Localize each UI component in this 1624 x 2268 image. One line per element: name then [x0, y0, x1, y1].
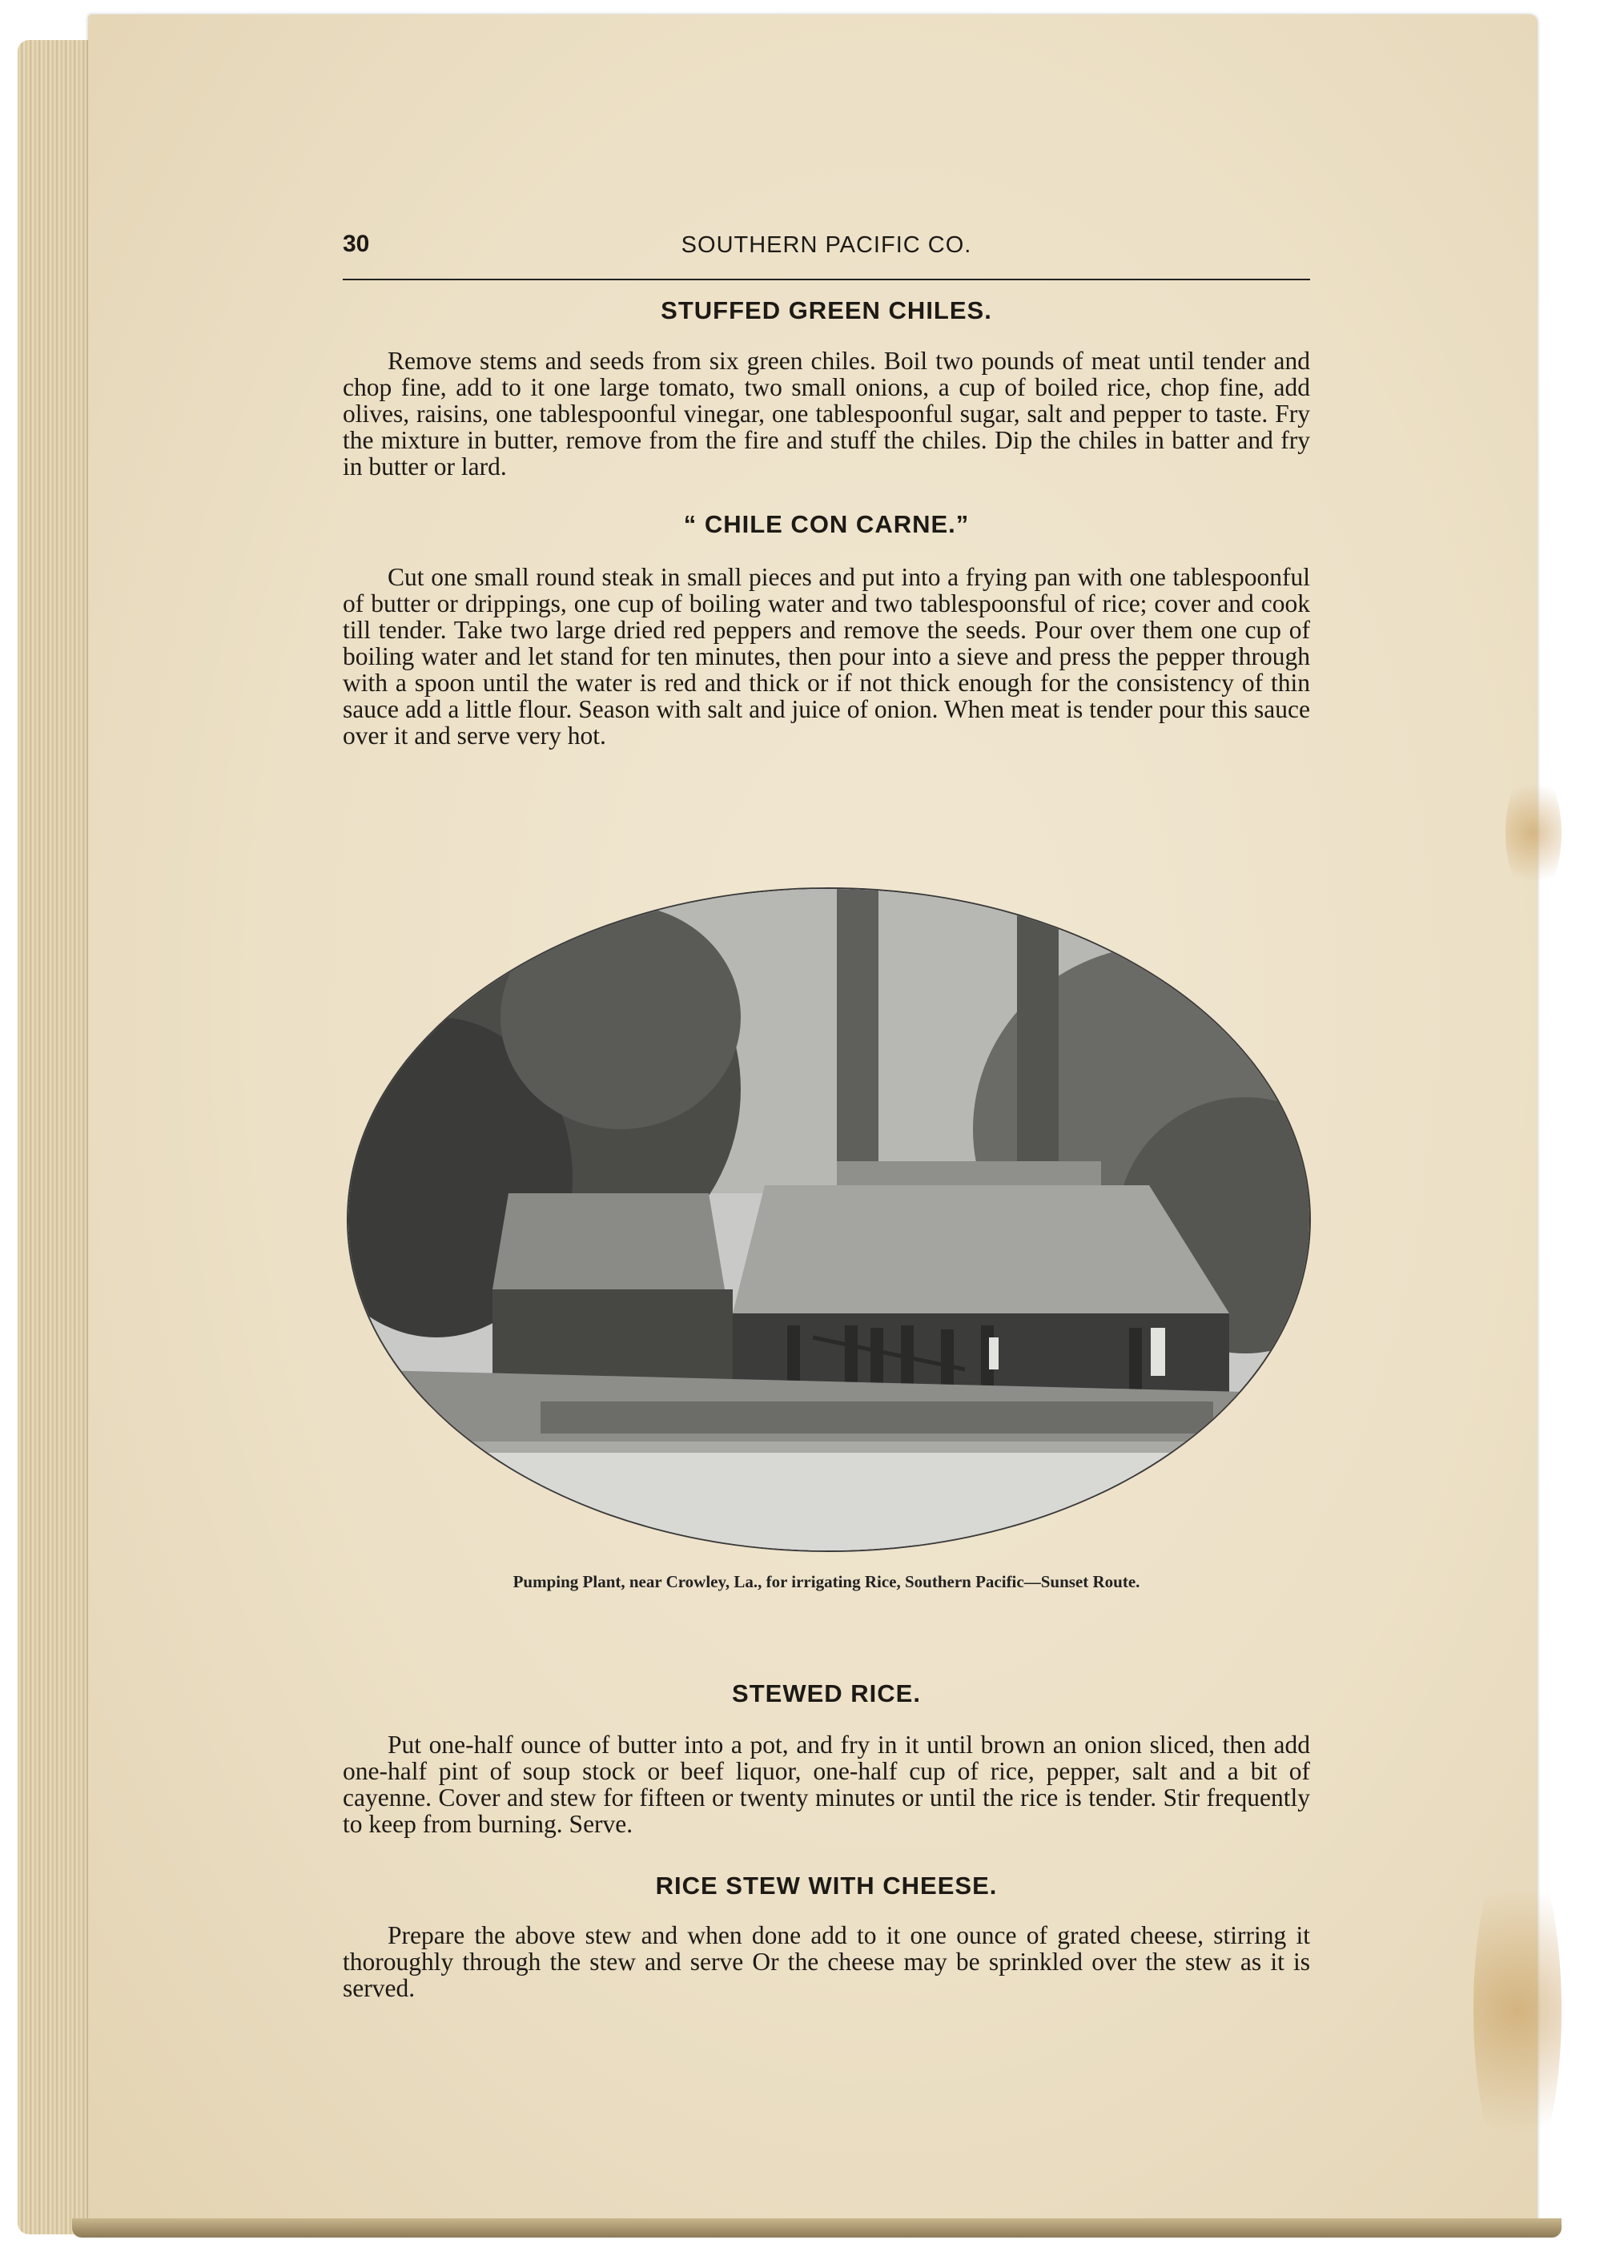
recipe-text: Prepare the above stew and when done add to it one ounce of grated cheese, stirring it thoroughly through the stew and serve Or the cheese may be sprinkled over the stew as it is served.: [343, 1921, 1310, 2002]
recipe-title: RICE STEW WITH CHEESE.: [655, 1872, 998, 1900]
recipe-text: Remove stems and seeds from six green chiles. Boil two pounds of meat until tender and chop fine, add to it one large tomato, two small onions, a cup of boiled rice, chop fine, add olives, raisins, one tablespoonful vinegar, one tablespoonful sugar, salt and pepper to taste. Fry the mixture in butter, remove from the fire and stuff the chiles. Dip the chiles in batter and fry in butter or lard.: [343, 347, 1310, 481]
water-stain: [1505, 769, 1562, 897]
page-number: 30: [343, 231, 370, 257]
recipe-text: Put one-half ounce of butter into a pot, and fry in it until brown an onion sliced, then add one-half pint of soup stock or beef liquor, one-half cup of rice, pepper, salt and a bit of cayenne. Cover and stew for fifteen or twenty minutes or until the rice is tender. Stir frequently to keep from burning. Serve.: [343, 1731, 1310, 1838]
recipe-title: STUFFED GREEN CHILES.: [661, 296, 992, 324]
running-head: SOUTHERN PACIFIC CO.: [681, 232, 972, 258]
recipe-title: “ CHILE CON CARNE.”: [683, 510, 970, 538]
page-header: [343, 231, 1310, 280]
recipe-title: STEWED RICE.: [732, 1679, 921, 1707]
book-bottom-edge: [72, 2218, 1562, 2238]
pumping-plant-photo: [347, 887, 1311, 1552]
water-stain: [1473, 1842, 1562, 2178]
recipe-text: Cut one small round steak in small pieces and put into a frying pan with one tablespoonful of butter or drippings, one cup of boiling water and two tablespoonsful of rice; cover and cook till tender. Take two large dried red peppers and remove the seeds. Pour over them one cup of boiling water and let stand for ten minutes, then pour into a sieve and press the pepper through with a spoon until the water is red and thick or if not thick enough for the consistency of thin sauce add a little flour. Season with salt and juice of onion. When meat is tender pour this sauce over it and serve very hot.: [343, 563, 1310, 750]
photo-caption: Pumping Plant, near Crowley, La., for irrigating Rice, Southern Pacific—Sunset Route.: [513, 1572, 1140, 1591]
